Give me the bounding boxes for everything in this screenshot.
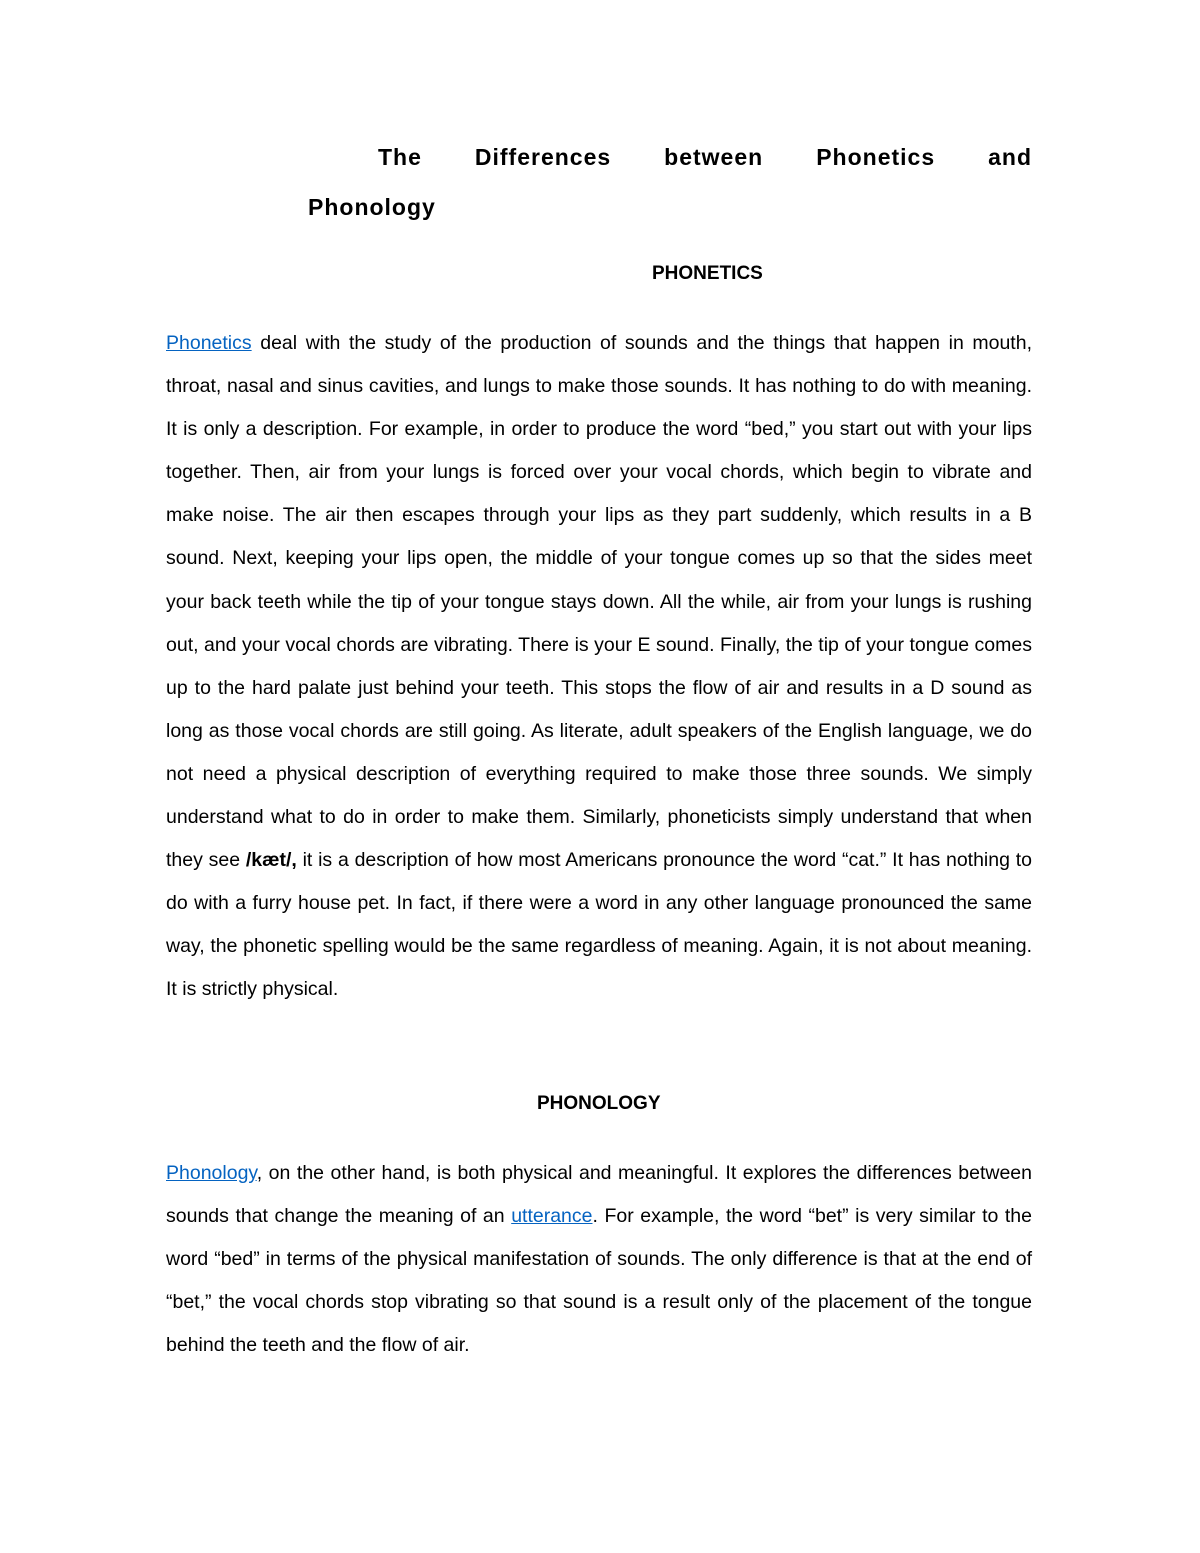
title-word: Phonetics	[816, 144, 936, 170]
phonology-paragraph	[166, 1152, 1032, 1367]
title-word: The	[378, 144, 422, 170]
title-word: and	[988, 144, 1033, 170]
title-word: Differences	[474, 144, 612, 170]
title-word: between	[664, 144, 764, 170]
phonetics-link[interactable]: Phonetics	[166, 332, 252, 354]
phonetics-text-part-2: it is a description of how most Americans pronounce the word “cat.” It has nothing to do with a furry house pet. In fact, if there were a word in any other language pronounced the same way, the phonetic spelling would be the same regardless of meaning. Again, it is not about meaning. It is strictly physical.	[166, 849, 1032, 1001]
document-title-line-2: Phonology	[308, 194, 436, 220]
phonetics-text-part-1: deal with the study of the production of sounds and the things that happen in mouth, throat, nasal and sinus cavities, and lungs to make those sounds. It has nothing to do with meaning. It is only a description. For example, in order to produce the word “bed,” you start out with your lips together. Then, air from your lungs is forced over your vocal chords, which begin to vibrate and make noise. The air then escapes through your lips as they part suddenly, which results in a B sound. Next, keeping your lips open, the middle of your tongue comes up so that the sides meet your back teeth while the tip of your tongue stays down. All the while, air from your lungs is rushing out, and your vocal chords are vibrating. There is your E sound. Finally, the tip of your tongue comes up to the hard palate just behind your teeth. This stops the flow of air and results in a D sound as long as those vocal chords are still going. As literate, adult speakers of the English language, we do not need a physical description of everything required to make those three sounds. We simply understand what to do in order to make them. Similarly, phoneticists simply understand that when they see	[166, 332, 1032, 872]
ipa-transcription: /kæt/,	[245, 849, 297, 872]
phonology-heading: PHONOLOGY	[537, 1093, 661, 1114]
phonology-text-part-1: , on the other hand, is both physical and meaningful. It explores the differences between sounds that change the meaning of an	[166, 1162, 1032, 1228]
phonology-text-part-2: . For example, the word “bet” is very similar to the word “bed” in terms of the physical manifestation of sounds. The only difference is that at the end of “bet,” the vocal chords stop vibrating so that sound is a result only of the placement of the tongue behind the teeth and the flow of air.	[166, 1205, 1033, 1357]
document-title-line-1	[378, 142, 1032, 172]
phonology-link[interactable]: Phonology	[166, 1162, 257, 1184]
phonetics-heading: PHONETICS	[652, 263, 763, 284]
utterance-link[interactable]: utterance	[511, 1205, 593, 1228]
phonetics-paragraph	[166, 322, 1032, 1012]
